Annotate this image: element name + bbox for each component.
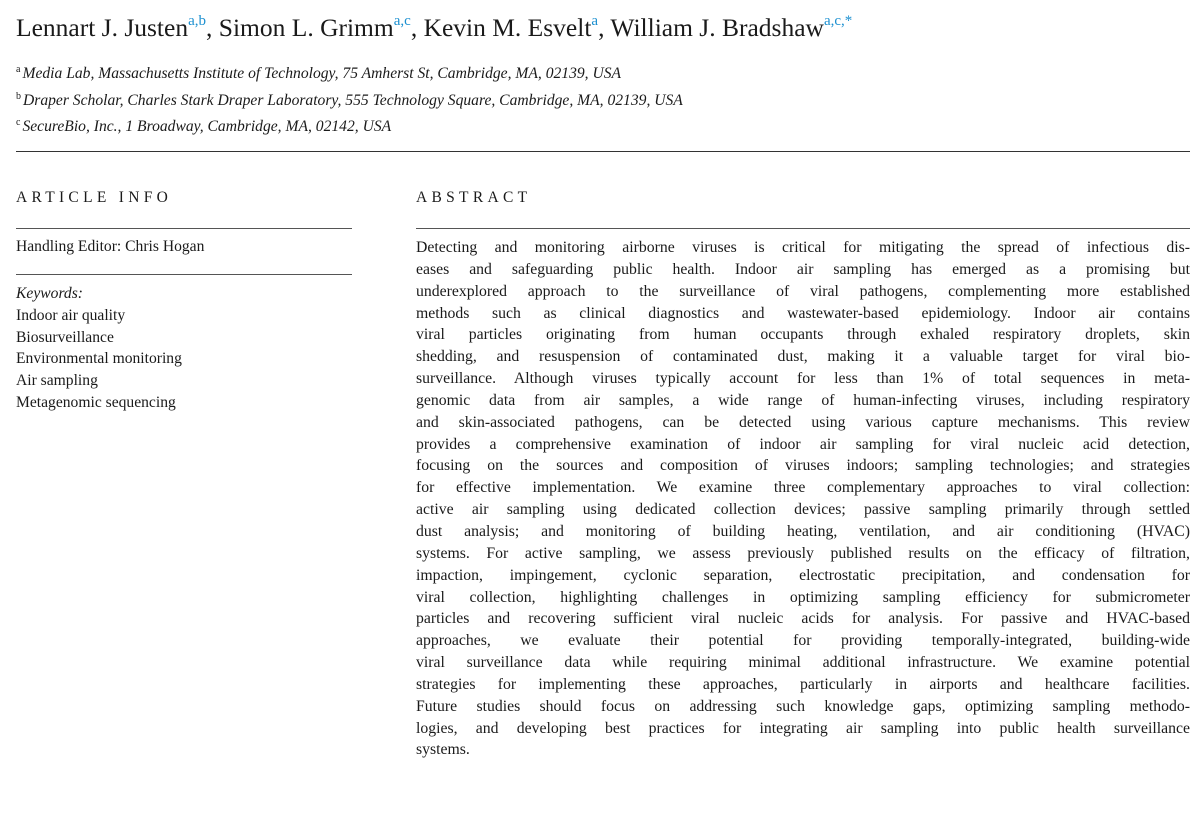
author-affiliation-marker[interactable]: a,c: [393, 13, 411, 29]
abstract-line: focusing on the sources and composition of viruses indoors; sampling technologies; and strategies: [416, 457, 1190, 475]
affiliation: $^c$ SecureBio, Inc., 1 Broadway, Cambridge, MA, 02142, USA: [16, 117, 392, 135]
handling-editor: Handling Editor: Chris Hogan: [16, 238, 205, 255]
abstract-line: approaches, we evaluate their potential for providing temporally-integrated, building-wide: [416, 632, 1190, 650]
abstract-line: surveillance. Although viruses typically account for less than 1% of total sequences in meta-: [416, 370, 1190, 388]
abstract-divider: [416, 228, 1190, 229]
abstract-text: [416, 237, 1190, 761]
abstract-line: strategies for implementing these approaches, particularly in airports and healthcare facilities.: [416, 675, 1190, 693]
abstract-line: viral surveillance data while requiring minimal additional infrastructure. We examine potential: [416, 654, 1190, 672]
affiliation-marker: a: [16, 64, 21, 75]
abstract-line: and skin-associated pathogens, can be detected using various capture mechanisms. This review: [416, 413, 1190, 431]
author-affiliation-marker[interactable]: a,c,*: [823, 13, 853, 29]
abstract-line: impaction, impingement, cyclonic separation, electrostatic precipitation, and condensation for: [416, 566, 1190, 584]
affiliation: $^a$ Media Lab, Massachusetts Institute of Technology, 75 Amherst St, Cambridge, MA, 02139, USA: [16, 64, 622, 82]
abstract-line: dust analysis; and monitoring of building heating, ventilation, and air conditioning (HVAC): [416, 522, 1190, 540]
author-name: Simon L. Grimm: [218, 13, 394, 42]
abstract-line: Detecting and monitoring airborne viruses is critical for mitigating the spread of infectious dis-: [416, 239, 1190, 256]
affiliation-marker: b: [16, 90, 21, 102]
abstract-line: particles and recovering sufficient viral nucleic acids for analysis. For passive and HVAC-based: [416, 610, 1190, 628]
keywords-list: [16, 283, 346, 414]
keywords-label: Keywords:: [16, 285, 83, 302]
affiliation: $^b$ Draper Scholar, Charles Stark Draper Laboratory, 555 Technology Square, Cambridge, MA, 02139, USA: [16, 90, 683, 109]
abstract-line: systems.: [416, 741, 470, 759]
abstract-line: underexplored approach to the surveillance of viral pathogens, complementing more established: [416, 282, 1190, 300]
abstract-line: systems. For active sampling, we assess previously published results on the efficacy of filtration,: [416, 544, 1190, 562]
abstract-line: methods such as clinical diagnostics and wastewater-based epidemiology. Indoor air contains: [416, 304, 1190, 322]
abstract-line: eases and safeguarding public health. Indoor air sampling has emerged as a promising but: [416, 260, 1190, 278]
keyword: Indoor air quality: [16, 306, 126, 324]
author-name: Lennart J. Justen: [16, 13, 189, 42]
author-affiliation-marker[interactable]: a,b: [188, 13, 207, 29]
header-divider: [16, 151, 1190, 152]
abstract-line: shedding, and resuspension of contaminated dust, making it a valuable target for viral bio-: [416, 348, 1190, 366]
abstract-heading: ABSTRACT: [416, 189, 532, 206]
abstract-line: provides a comprehensive examination of indoor air sampling for viral nucleic acid detection,: [416, 435, 1190, 453]
keyword: Environmental monitoring: [16, 350, 182, 368]
abstract-line: viral collection, highlighting challenges in optimizing sampling efficiency for submicrometer: [416, 588, 1190, 606]
keyword: Air sampling: [16, 372, 98, 390]
author-affiliation-marker[interactable]: a: [591, 13, 599, 29]
abstract-line: for effective implementation. We examine three complementary approaches to viral collection:: [416, 479, 1190, 497]
affiliation-list: [16, 62, 916, 142]
keyword: Metagenomic sequencing: [16, 393, 176, 411]
article-info-heading: ARTICLE INFO: [16, 189, 173, 206]
author-name: Kevin M. Esvelt: [423, 13, 592, 42]
keyword: Biosurveillance: [16, 328, 114, 346]
author-name: William J. Bradshaw: [610, 13, 824, 42]
abstract-line: viral particles originating from human occupants through exhaled respiratory droplets, skin: [416, 326, 1190, 344]
abstract-line: active air sampling using dedicated collection devices; passive sampling primarily through settled: [416, 501, 1190, 519]
abstract-line: genomic data from air samples, a wide range of human-infecting viruses, including respiratory: [416, 391, 1190, 409]
abstract-line: logies, and developing best practices for integrating air sampling into public health surveillance: [416, 719, 1190, 737]
abstract-line: Future studies should focus on addressing such knowledge gaps, optimizing sampling methodo-: [416, 697, 1190, 715]
article-info-divider: [16, 228, 352, 229]
affiliation-marker: c: [16, 117, 21, 128]
keywords-divider: [16, 274, 352, 275]
author-list: Lennart J. Justen$^{a,b}$, Simon L. Grimm$^{a,c}$, Kevin M. Esvelt$^a$, William J. Bradshaw$^{a,c,*}$: [16, 13, 853, 42]
